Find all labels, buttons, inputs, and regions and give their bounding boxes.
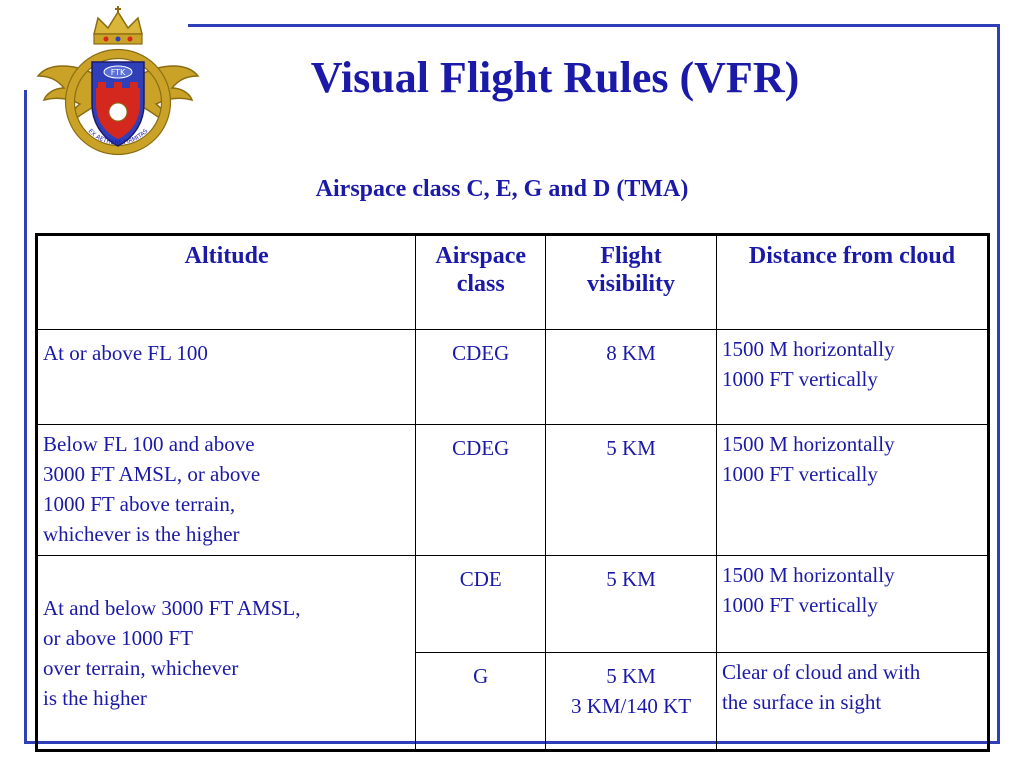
distance-line: 1000 FT vertically	[721, 462, 878, 486]
airspace-cell: CDEG	[416, 425, 546, 556]
svg-text:FTK: FTK	[110, 68, 126, 77]
frame-right-line	[997, 24, 1000, 744]
altitude-line: or above 1000 FT	[43, 625, 193, 650]
airspace-cell: CDEG	[416, 330, 546, 425]
distance-line: 1500 M horizontally	[721, 432, 895, 456]
distance-cell	[716, 330, 988, 425]
page-title: Visual Flight Rules (VFR)	[310, 53, 800, 102]
visibility-cell	[546, 556, 717, 653]
table-row	[37, 330, 989, 425]
visibility-cell	[546, 330, 717, 425]
airspace-cell: G	[416, 653, 546, 751]
distance-line: Clear of cloud and with	[721, 660, 921, 684]
altitude-line: whichever is the higher	[43, 522, 240, 546]
header-altitude: Altitude	[37, 235, 416, 330]
airspace-cell: CDE	[416, 556, 546, 653]
distance-cell	[716, 653, 988, 751]
visibility-cell	[546, 653, 717, 751]
distance-cell	[716, 556, 988, 653]
distance-line: the surface in sight	[721, 690, 882, 714]
altitude-line: is the higher	[43, 685, 147, 710]
altitude-line: At and below 3000 FT AMSL,	[43, 595, 301, 620]
page-subtitle: Airspace class C, E, G and D (TMA)	[315, 176, 689, 202]
altitude-cell	[37, 330, 416, 425]
svg-text:EX AETHERE FIRMITAS: EX AETHERE FIRMITAS	[86, 127, 150, 147]
altitude-line: 1000 FT above terrain,	[43, 492, 236, 516]
header-distance-from-cloud: Distance from cloud	[716, 235, 988, 330]
visibility-line: 3 KM/140 KT	[570, 694, 692, 718]
altitude-cell	[37, 556, 416, 751]
frame-top-line	[188, 24, 1000, 27]
altitude-cell	[37, 425, 416, 556]
visibility-line: 5 KM	[606, 567, 656, 591]
distance-line: 1500 M horizontally	[721, 337, 895, 361]
visibility-line: 8 KM	[606, 341, 656, 365]
distance-cell	[716, 425, 988, 556]
table-row	[37, 556, 989, 653]
altitude-line: over terrain, whichever	[43, 655, 239, 680]
header-flight-visibility: Flight visibility	[546, 235, 717, 330]
vfr-table	[35, 233, 990, 752]
visibility-cell	[546, 425, 717, 556]
altitude-line: 3000 FT AMSL, or above	[43, 462, 261, 486]
altitude-line: At or above FL 100	[43, 341, 208, 365]
header-airspace-class: Airspace class	[416, 235, 546, 330]
distance-line: 1500 M horizontally	[721, 563, 895, 587]
distance-line: 1000 FT vertically	[721, 367, 878, 391]
visibility-line: 5 KM	[606, 436, 656, 460]
visibility-line: 5 KM	[606, 664, 656, 688]
altitude-line: Below FL 100 and above	[43, 432, 255, 456]
table-header-row	[37, 235, 989, 330]
distance-line: 1000 FT vertically	[721, 593, 878, 617]
table-row	[37, 425, 989, 556]
